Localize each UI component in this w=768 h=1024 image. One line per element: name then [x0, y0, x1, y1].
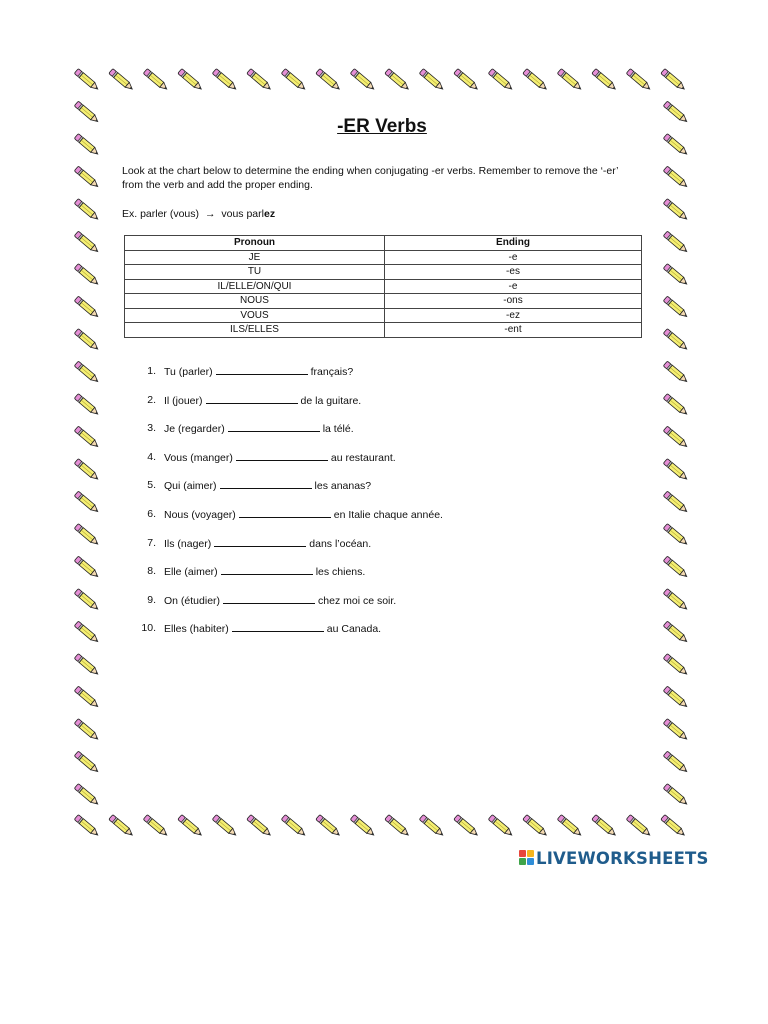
- pencil-icon: [247, 815, 273, 838]
- exercise-prompt: Ils (nager): [164, 537, 212, 550]
- exercise-continuation: les ananas?: [314, 480, 372, 493]
- pencil-icon: [143, 815, 169, 838]
- pencil-icon: [74, 459, 100, 482]
- ending-cell: -e: [385, 279, 642, 294]
- pencil-icon: [663, 231, 689, 254]
- pencil-icon: [419, 69, 445, 92]
- pencil-icon: [143, 69, 169, 92]
- pencil-icon: [74, 556, 100, 579]
- pencil-icon: [488, 815, 514, 838]
- answer-blank[interactable]: [236, 451, 328, 461]
- exercise-number: 2.: [147, 393, 156, 406]
- page-title: -ER Verbs: [337, 116, 427, 137]
- pencil-icon: [663, 426, 689, 449]
- answer-blank[interactable]: [228, 422, 320, 432]
- logo-text: LIVEWORKSHEETS: [536, 848, 709, 868]
- pencil-icon: [74, 491, 100, 514]
- exercise-prompt: Nous (voyager): [164, 508, 236, 521]
- pencil-icon: [74, 589, 100, 612]
- exercise-continuation: en Italie chaque année.: [333, 508, 443, 521]
- table-row: [125, 279, 642, 294]
- pencil-icon: [592, 815, 618, 838]
- pencil-icon: [74, 134, 100, 157]
- answer-blank[interactable]: [206, 394, 298, 404]
- pronoun-cell: ILS/ELLES: [125, 323, 385, 338]
- answer-blank[interactable]: [216, 365, 308, 375]
- pencil-icon: [419, 815, 445, 838]
- pencil-icon: [385, 69, 411, 92]
- example-prefix: Ex. parler (vous): [122, 208, 200, 220]
- pencil-icon: [212, 815, 238, 838]
- pencil-icon: [488, 69, 514, 92]
- exercise-number: 6.: [147, 507, 156, 520]
- exercise-number: 3.: [147, 422, 156, 435]
- pencil-icon: [74, 296, 100, 319]
- pencil-icon: [557, 69, 583, 92]
- pencil-icon: [663, 394, 689, 417]
- table-header-ending: Ending: [385, 236, 642, 251]
- table-header-pronoun: Pronoun: [125, 236, 385, 251]
- pencil-icon: [74, 69, 100, 92]
- pencil-icon: [212, 69, 238, 92]
- pencil-icon: [661, 815, 687, 838]
- pencil-icon: [247, 69, 273, 92]
- exercise-number: 5.: [147, 479, 156, 492]
- pencil-icon: [316, 69, 342, 92]
- exercise-prompt: Vous (manger): [164, 451, 233, 464]
- answer-blank[interactable]: [232, 622, 324, 632]
- pencil-icon: [74, 621, 100, 644]
- exercise-number: 8.: [147, 565, 156, 578]
- pencil-icon: [663, 329, 689, 352]
- exercise-continuation: au Canada.: [326, 623, 382, 636]
- pencil-icon: [663, 556, 689, 579]
- pencil-icon: [626, 815, 652, 838]
- pencil-icon: [663, 589, 689, 612]
- table-row: [125, 250, 642, 265]
- example-line: [122, 208, 275, 220]
- pencil-icon: [74, 751, 100, 774]
- pencil-icon: [663, 654, 689, 677]
- pencil-icon: [281, 815, 307, 838]
- pencil-icon: [663, 686, 689, 709]
- example-ending: ez: [263, 208, 276, 220]
- pencil-icon: [109, 69, 135, 92]
- pencil-icon: [74, 654, 100, 677]
- table-row: [125, 323, 642, 338]
- table-header-row: [125, 236, 642, 251]
- exercise-prompt: Je (regarder): [164, 423, 225, 436]
- ending-cell: -ent: [385, 323, 642, 338]
- pencil-icon: [74, 101, 100, 124]
- exercise-prompt: Il (jouer): [164, 394, 203, 407]
- pencil-icon: [663, 491, 689, 514]
- pencil-icon: [281, 69, 307, 92]
- exercise-continuation: de la guitare.: [300, 394, 362, 407]
- exercise-number: 7.: [147, 536, 156, 549]
- pencil-icon: [350, 815, 376, 838]
- answer-blank[interactable]: [221, 565, 313, 575]
- pencil-icon: [663, 134, 689, 157]
- pencil-icon: [74, 426, 100, 449]
- pencil-icon: [74, 524, 100, 547]
- pencil-icon: [109, 815, 135, 838]
- answer-blank[interactable]: [214, 537, 306, 547]
- pencil-icon: [316, 815, 342, 838]
- pencil-icon: [663, 264, 689, 287]
- ending-cell: -e: [385, 250, 642, 265]
- pencil-icon: [74, 686, 100, 709]
- pencil-icon: [663, 784, 689, 807]
- pencil-icon: [178, 69, 204, 92]
- pencil-icon: [74, 815, 100, 838]
- pencil-icon: [74, 784, 100, 807]
- answer-blank[interactable]: [220, 479, 312, 489]
- pencil-icon: [663, 361, 689, 384]
- pencil-icon: [454, 815, 480, 838]
- exercise-continuation: les chiens.: [315, 566, 366, 579]
- pronoun-cell: TU: [125, 265, 385, 280]
- pencil-icon: [74, 199, 100, 222]
- pencil-icon: [592, 69, 618, 92]
- answer-blank[interactable]: [223, 594, 315, 604]
- ending-cell: -ez: [385, 308, 642, 323]
- pencil-icon: [626, 69, 652, 92]
- exercise-continuation: français?: [310, 366, 354, 378]
- pencil-icon: [385, 815, 411, 838]
- pencil-icon: [663, 524, 689, 547]
- instructions-text: Look at the chart below to determine the ending when conjugating -er verbs. Remember to remove the ‘-er’ from the verb and add the proper ending.: [122, 165, 619, 191]
- table-row: [125, 308, 642, 323]
- pencil-icon: [663, 719, 689, 742]
- answer-blank[interactable]: [239, 508, 331, 518]
- pencil-icon: [74, 394, 100, 417]
- pencil-icon: [350, 69, 376, 92]
- exercise-number: 1.: [147, 365, 156, 377]
- liveworksheets-logo-icon: [519, 850, 535, 866]
- pencil-icon: [663, 101, 689, 124]
- exercise-number: 4.: [147, 450, 156, 463]
- table-row: [125, 265, 642, 280]
- pencil-icon: [74, 719, 100, 742]
- example-stem: vous parl: [221, 208, 264, 220]
- pronoun-cell: NOUS: [125, 294, 385, 309]
- pencil-icon: [74, 166, 100, 189]
- pencil-icon: [454, 69, 480, 92]
- exercise-prompt: Elle (aimer): [164, 566, 218, 579]
- pencil-icon: [74, 264, 100, 287]
- pencil-icon: [557, 815, 583, 838]
- exercise-prompt: Tu (parler): [164, 366, 213, 378]
- pencil-icon: [663, 751, 689, 774]
- pencil-icon: [178, 815, 204, 838]
- exercise-prompt: Qui (aimer): [164, 480, 217, 493]
- pencil-icon: [663, 296, 689, 319]
- pronoun-cell: VOUS: [125, 308, 385, 323]
- pencil-icon: [663, 166, 689, 189]
- liveworksheets-logo[interactable]: [519, 848, 709, 868]
- pencil-icon: [663, 459, 689, 482]
- right-arrow-icon: →: [204, 208, 216, 220]
- exercise-number: 9.: [147, 593, 156, 606]
- ending-cell: -ons: [385, 294, 642, 309]
- exercise-continuation: dans l’océan.: [309, 537, 372, 550]
- table-row: [125, 294, 642, 309]
- exercise-continuation: au restaurant.: [330, 451, 396, 464]
- pencil-icon: [74, 329, 100, 352]
- pencil-icon: [661, 69, 687, 92]
- exercise-number: 10.: [141, 622, 156, 635]
- pencil-icon: [74, 231, 100, 254]
- pencil-icon: [74, 361, 100, 384]
- endings-table: [124, 235, 642, 338]
- pronoun-cell: JE: [125, 250, 385, 265]
- pencil-icon: [663, 199, 689, 222]
- exercise-continuation: chez moi ce soir.: [318, 594, 397, 607]
- ending-cell: -es: [385, 265, 642, 280]
- pronoun-cell: IL/ELLE/ON/QUI: [125, 279, 385, 294]
- exercise-prompt: Elles (habiter): [164, 623, 229, 636]
- exercise-prompt: On (étudier): [164, 594, 221, 607]
- pencil-icon: [663, 621, 689, 644]
- pencil-icon: [523, 69, 549, 92]
- exercise-continuation: la télé.: [322, 423, 354, 436]
- pencil-icon: [523, 815, 549, 838]
